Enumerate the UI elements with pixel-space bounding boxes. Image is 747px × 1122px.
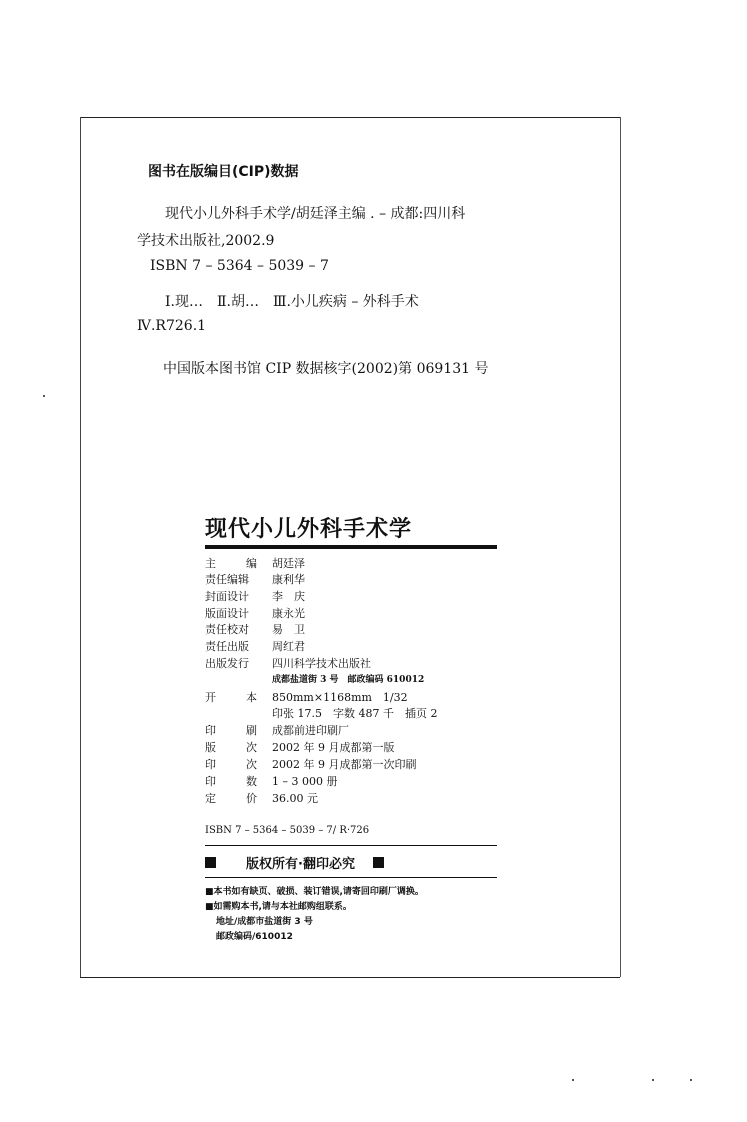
label-char: 定: [205, 792, 216, 805]
label-char: 价: [246, 792, 257, 805]
label-char: 印: [205, 724, 216, 737]
cip-subjects: Ⅰ.现… Ⅱ.胡… Ⅲ.小儿疾病 – 外科手术: [165, 294, 419, 310]
colophon-value: 胡廷泽: [272, 557, 305, 570]
full-isbn: ISBN 7 – 5364 – 5039 – 7/ R·726: [205, 825, 370, 836]
colophon-label: [205, 739, 257, 755]
scan-speck: [572, 1079, 574, 1081]
cip-heading: 图书在版编目(CIP)数据: [148, 164, 299, 180]
colophon-row: [205, 638, 305, 654]
frame-bottom-border: [80, 977, 620, 978]
label-char: 主: [205, 557, 216, 570]
colophon-label: 出版发行: [205, 657, 249, 670]
colophon-value: 周红君: [272, 640, 305, 653]
colophon-row: [205, 689, 408, 705]
colophon-label: [205, 790, 257, 806]
colophon-value: 印张 17.5 字数 487 千 插页 2: [272, 707, 438, 720]
label-char: 刷: [246, 724, 257, 737]
colophon-row: [205, 790, 318, 806]
colophon-value: 成都前进印刷厂: [272, 724, 349, 737]
colophon-value: 四川科学技术出版社: [272, 657, 371, 670]
colophon-row: [205, 571, 305, 587]
book-title: 现代小儿外科手术学: [205, 517, 413, 542]
colophon-row: [205, 555, 305, 571]
colophon-row: [205, 588, 305, 604]
rule: [205, 877, 497, 878]
rights-text: 版权所有·翻印必究: [246, 857, 355, 872]
label-char: 次: [246, 758, 257, 771]
note-line: ■本书如有缺页、破损、装订错误,请寄回印刷厂调换。: [205, 887, 424, 897]
colophon-row: [205, 722, 349, 738]
cip-record-number: 中国版本图书馆 CIP 数据核字(2002)第 069131 号: [163, 361, 489, 377]
colophon-value: 易 卫: [272, 623, 305, 636]
colophon-row: [205, 705, 437, 721]
colophon-label: [205, 705, 272, 721]
scan-speck: [43, 395, 45, 397]
colophon-label: [205, 756, 257, 772]
colophon-value: 成都盐道街 3 号 邮政编码 610012: [272, 675, 425, 685]
colophon-row: [205, 756, 416, 772]
scan-speck: [652, 1079, 654, 1081]
scan-speck: [690, 1079, 692, 1081]
colophon-row: [205, 605, 305, 621]
square-bullet: [205, 857, 216, 868]
label-char: 编: [246, 557, 257, 570]
colophon-label: 责任编辑: [205, 573, 249, 586]
colophon-value: 康永光: [272, 607, 305, 620]
colophon-row: [205, 655, 371, 671]
label-char: 印: [205, 775, 216, 788]
rule: [205, 845, 497, 846]
cip-classification: Ⅳ.R726.1: [137, 318, 207, 334]
colophon-row: [205, 672, 424, 685]
colophon-value: 36.00 元: [272, 792, 318, 805]
colophon-label: [205, 672, 272, 685]
colophon-label: 责任出版: [205, 640, 249, 653]
colophon-label: 责任校对: [205, 623, 249, 636]
colophon-label: 版面设计: [205, 607, 249, 620]
colophon-value: 850mm×1168mm 1/32: [272, 691, 408, 704]
colophon-label: [205, 555, 257, 571]
label-char: 版: [205, 741, 216, 754]
colophon-value: 康利华: [272, 573, 305, 586]
colophon-value: 2002 年 9 月成都第一次印刷: [272, 758, 417, 771]
rights-notice: [205, 853, 384, 872]
frame-right-border: [620, 117, 621, 977]
label-char: 印: [205, 758, 216, 771]
cip-isbn: ISBN 7 – 5364 – 5039 – 7: [150, 258, 329, 274]
colophon-value: 2002 年 9 月成都第一版: [272, 741, 395, 754]
colophon-label: [205, 773, 257, 789]
title-rule: [205, 545, 497, 549]
label-char: 本: [246, 691, 257, 704]
frame-top-border: [80, 117, 620, 118]
colophon-value: 李 庆: [272, 590, 305, 603]
note-line: ■如需购本书,请与本社邮购组联系。: [205, 902, 352, 912]
colophon-row: [205, 621, 305, 637]
colophon-row: [205, 739, 394, 755]
label-char: 次: [246, 741, 257, 754]
address: 地址/成都市盐道街 3 号: [216, 917, 313, 927]
cip-line-1: 现代小儿外科手术学/胡廷泽主编 . – 成都:四川科: [165, 206, 466, 222]
colophon-label: 封面设计: [205, 590, 249, 603]
colophon-label: [205, 722, 257, 738]
frame-left-border: [80, 117, 81, 977]
postal-code: 邮政编码/610012: [216, 932, 293, 942]
colophon-label: [205, 689, 257, 705]
label-char: 开: [205, 691, 216, 704]
colophon-row: [205, 773, 337, 789]
square-bullet: [373, 857, 384, 868]
colophon-value: 1 – 3 000 册: [272, 775, 338, 788]
cip-line-2: 学技术出版社,2002.9: [137, 233, 275, 249]
label-char: 数: [246, 775, 257, 788]
